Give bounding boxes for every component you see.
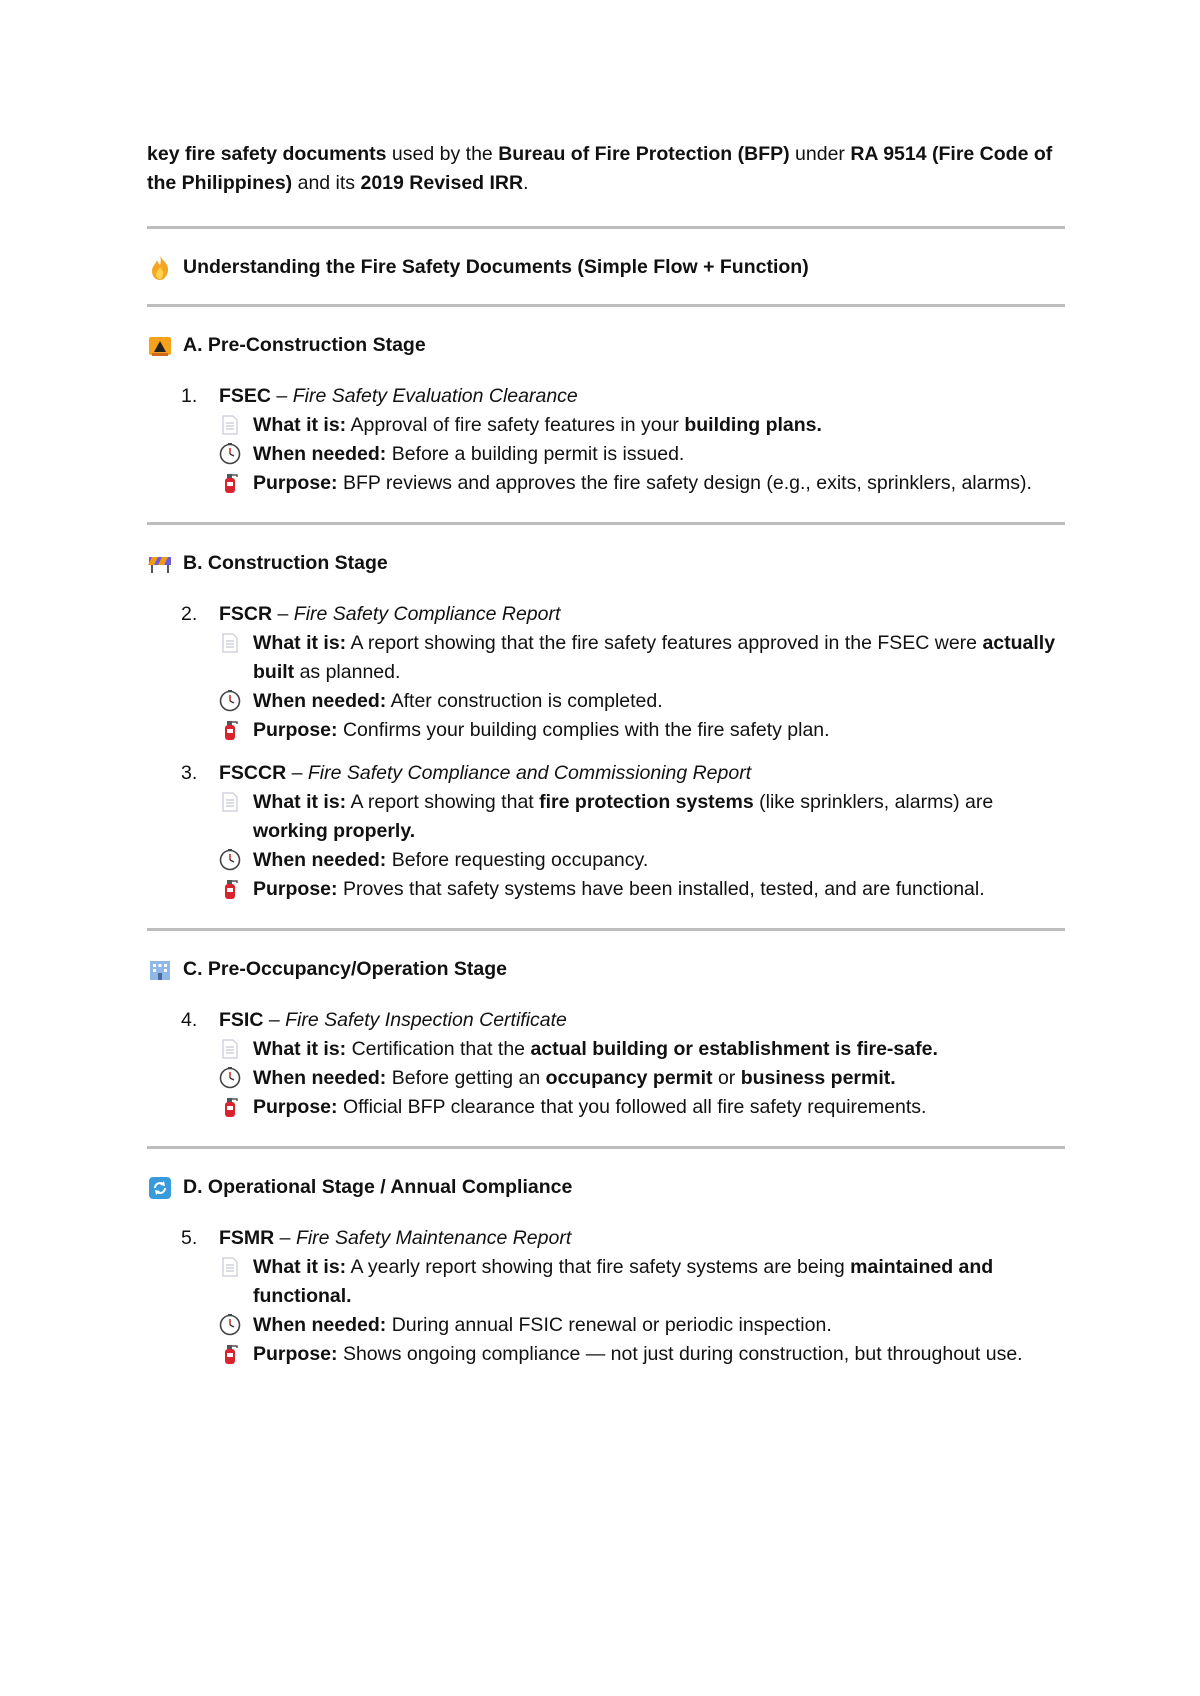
dash-separator: – [272, 603, 294, 625]
divider [147, 522, 1065, 525]
emphasis-text: building plans. [684, 414, 822, 436]
fire-extinguisher-icon [219, 719, 241, 741]
fire-extinguisher-icon [219, 878, 241, 900]
document-name [219, 1006, 567, 1035]
clock-icon [219, 690, 241, 712]
document-code: FSIC [219, 1009, 264, 1031]
line-label: What it is: [253, 632, 347, 654]
line-label: Purpose: [253, 472, 338, 494]
emphasis-text: working properly. [253, 820, 416, 842]
main-heading: Understanding the Fire Safety Documents (Simple Flow + Function) [147, 253, 1065, 282]
line-label: What it is: [253, 1038, 347, 1060]
document-line [219, 1253, 1065, 1311]
document-name [219, 1224, 571, 1253]
emphasis-text: fire protection systems [539, 791, 754, 813]
fire-extinguisher-icon [219, 472, 241, 494]
document-page [147, 140, 1065, 1393]
line-label: Purpose: [253, 719, 338, 741]
fire-extinguisher-line [219, 1093, 1065, 1122]
clock-icon [219, 443, 241, 465]
body-text: Approval of fire safety features in your [350, 414, 685, 436]
line-label: When needed: [253, 1067, 387, 1089]
repeat-icon [147, 1175, 173, 1201]
list-item [147, 600, 1065, 745]
list-number: 4. [181, 1009, 198, 1031]
document-code: FSEC [219, 385, 272, 407]
clock-icon [219, 1314, 241, 1336]
body-text: (like sprinklers, alarms) are [753, 791, 994, 813]
list-item [147, 1006, 1065, 1122]
line-label: Purpose: [253, 1096, 338, 1118]
body-text: as planned. [294, 661, 401, 683]
list-item [147, 382, 1065, 498]
emphasis-text: actually built [253, 632, 1056, 683]
emphasis-text: actual building or establishment is fire-safe. [530, 1038, 938, 1060]
fire-extinguisher-line [219, 469, 1065, 498]
line-label: What it is: [253, 414, 347, 436]
divider [147, 226, 1065, 229]
list-number: 5. [181, 1227, 198, 1249]
document-details [219, 1035, 1065, 1122]
fire-extinguisher-icon [219, 1343, 241, 1365]
document-name [219, 600, 560, 629]
clock-line [219, 687, 1065, 716]
body-text: During annual FSIC renewal or periodic inspection. [391, 1314, 832, 1336]
line-label: When needed: [253, 443, 387, 465]
document-line [219, 411, 1065, 440]
section-heading: D. Operational Stage / Annual Compliance [147, 1173, 1065, 1202]
emphasis-text: business permit. [740, 1067, 896, 1089]
body-text: or [712, 1067, 741, 1089]
document-full-name: Fire Safety Inspection Certificate [285, 1009, 567, 1031]
dash-separator: – [286, 762, 308, 784]
document-icon [219, 632, 241, 654]
body-text: Proves that safety systems have been installed, tested, and are functional. [342, 878, 985, 900]
clock-icon [219, 1067, 241, 1089]
fire-icon [147, 255, 173, 281]
divider [147, 1146, 1065, 1149]
emphasis-text: maintained and functional. [253, 1256, 994, 1307]
body-text: Before getting an [391, 1067, 546, 1089]
line-label: What it is: [253, 791, 347, 813]
construction-sign-icon [147, 333, 173, 359]
list-number: 3. [181, 762, 198, 784]
document-title [181, 759, 1065, 788]
document-title [181, 600, 1065, 629]
body-text: Certification that the [351, 1038, 531, 1060]
document-full-name: Fire Safety Compliance and Commissioning Report [307, 762, 752, 784]
document-name [219, 382, 578, 411]
section-heading: B. Construction Stage [147, 549, 1065, 578]
clock-line [219, 1311, 1065, 1340]
document-line [219, 1035, 1065, 1064]
section-heading: C. Pre-Occupancy/Operation Stage [147, 955, 1065, 984]
body-text: A report showing that the fire safety features approved in the FSEC were [350, 632, 983, 654]
document-title [181, 1006, 1065, 1035]
document-list [147, 600, 1065, 904]
document-details [219, 1253, 1065, 1369]
clock-line [219, 1064, 1065, 1093]
document-details [219, 411, 1065, 498]
body-text: A report showing that [350, 791, 540, 813]
body-text: After construction is completed. [390, 690, 663, 712]
section-heading: A. Pre-Construction Stage [147, 331, 1065, 360]
document-code: FSCCR [219, 762, 287, 784]
list-number: 2. [181, 603, 198, 625]
document-title [181, 382, 1065, 411]
document-details [219, 629, 1065, 745]
emphasis-text: occupancy permit [545, 1067, 713, 1089]
line-label: When needed: [253, 1314, 387, 1336]
divider [147, 304, 1065, 307]
body-text: Official BFP clearance that you followed all fire safety requirements. [342, 1096, 927, 1118]
document-full-name: Fire Safety Compliance Report [293, 603, 561, 625]
document-list [147, 1006, 1065, 1122]
clock-line [219, 440, 1065, 469]
document-line [219, 788, 1065, 846]
document-list [147, 382, 1065, 498]
document-code: FSCR [219, 603, 273, 625]
document-full-name: Fire Safety Evaluation Clearance [292, 385, 578, 407]
line-label: When needed: [253, 849, 387, 871]
sections-container [147, 331, 1065, 1369]
fire-extinguisher-line [219, 1340, 1065, 1369]
body-text: Shows ongoing compliance — not just during construction, but throughout use. [342, 1343, 1023, 1365]
document-code: FSMR [219, 1227, 275, 1249]
fire-extinguisher-icon [219, 1096, 241, 1118]
divider [147, 928, 1065, 931]
fire-extinguisher-line [219, 716, 1065, 745]
list-item [147, 759, 1065, 904]
document-full-name: Fire Safety Maintenance Report [295, 1227, 572, 1249]
building-icon [147, 957, 173, 983]
document-list [147, 1224, 1065, 1369]
body-text: Before requesting occupancy. [391, 849, 649, 871]
line-label: When needed: [253, 690, 387, 712]
intro-paragraph: key fire safety documents used by the Bureau of Fire Protection (BFP) under RA 9514 (Fire Code of the Philippines) and its 2019 Revised IRR. [147, 143, 1053, 194]
list-number: 1. [181, 385, 198, 407]
body-text: A yearly report showing that fire safety systems are being [350, 1256, 851, 1278]
document-name [219, 759, 751, 788]
body-text: Confirms your building complies with the fire safety plan. [342, 719, 830, 741]
dash-separator: – [263, 1009, 286, 1031]
barrier-icon [147, 551, 173, 577]
dash-separator: – [271, 385, 293, 407]
document-line [219, 629, 1065, 687]
line-label: Purpose: [253, 878, 338, 900]
document-icon [219, 1256, 241, 1278]
document-icon [219, 1038, 241, 1060]
list-item [147, 1224, 1065, 1369]
body-text: Before a building permit is issued. [391, 443, 685, 465]
document-icon [219, 791, 241, 813]
document-details [219, 788, 1065, 904]
fire-extinguisher-line [219, 875, 1065, 904]
clock-icon [219, 849, 241, 871]
line-label: Purpose: [253, 1343, 338, 1365]
dash-separator: – [274, 1227, 296, 1249]
clock-line [219, 846, 1065, 875]
document-title [181, 1224, 1065, 1253]
body-text: BFP reviews and approves the fire safety design (e.g., exits, sprinklers, alarms). [342, 472, 1032, 494]
line-label: What it is: [253, 1256, 347, 1278]
document-icon [219, 414, 241, 436]
